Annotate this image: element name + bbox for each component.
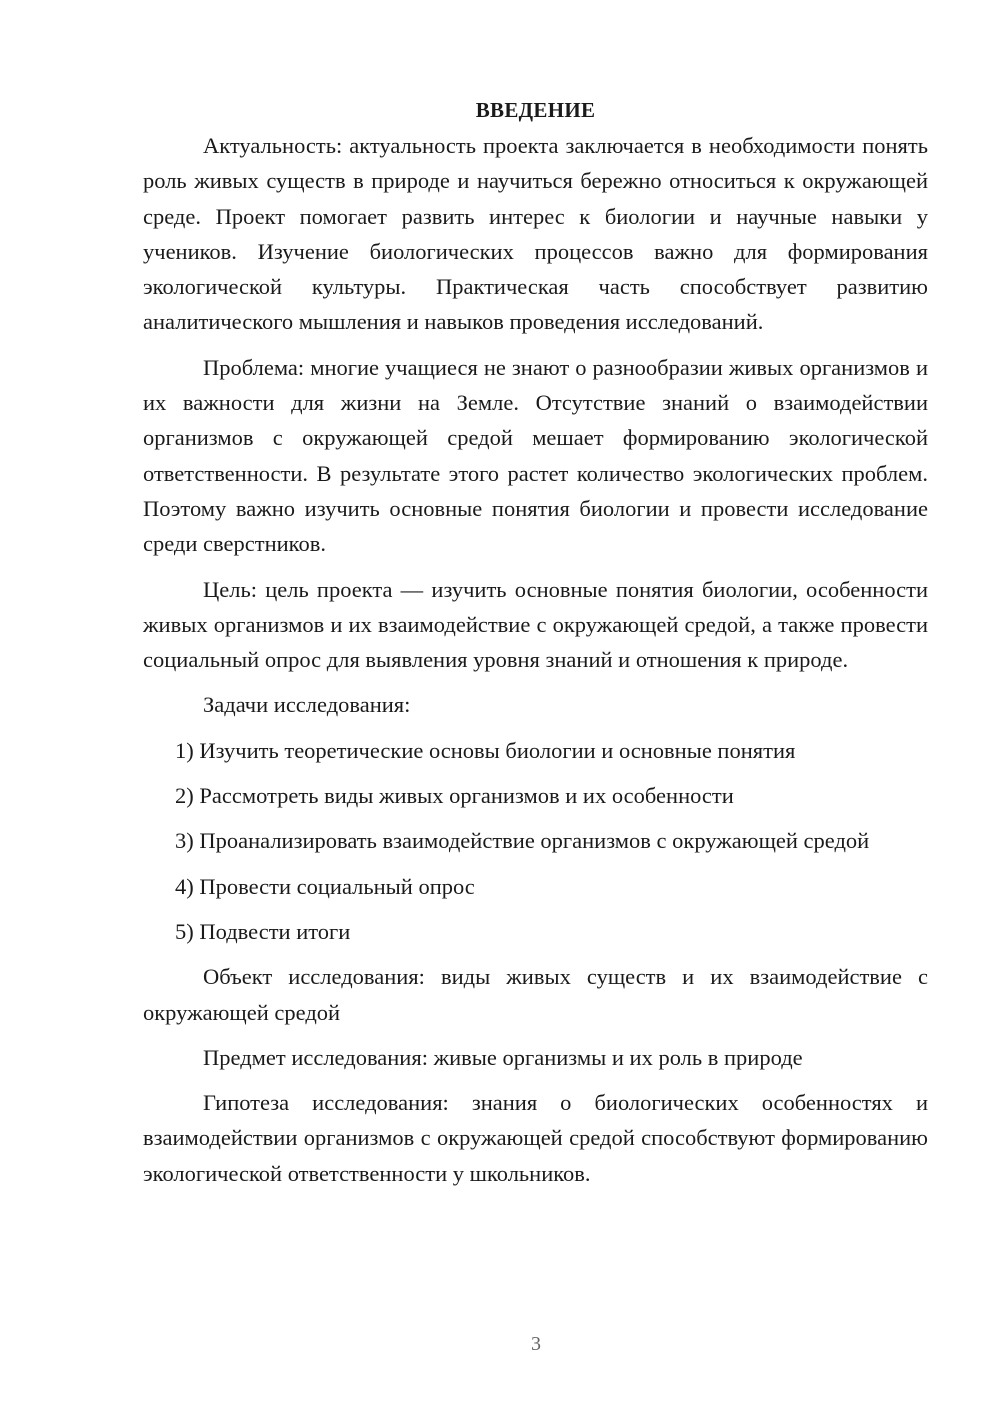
document-body <box>143 94 928 1201</box>
paragraph-subject: Предмет исследования: живые организмы и их роль в природе <box>203 1044 803 1070</box>
paragraph-hypothesis: Гипотеза исследования: знания о биологических особенностях и взаимодействии организмов с окружающей средой способствуют формированию экологической ответственности у школьников. <box>143 1090 928 1186</box>
paragraph-problem: Проблема: многие учащиеся не знают о разнообразии живых организмов и их важности для жизни на Земле. Отсутствие знаний о взаимодействии организмов с окружающей средой мешает формированию экологической ответственности. В результате этого растет количество экологических проблем. Поэтому важно изучить основные понятия биологии и провести исследование среди сверстников. <box>143 354 928 557</box>
task-item-3: 3) Проанализировать взаимодействие организмов с окружающей средой <box>175 828 870 854</box>
tasks-heading: Задачи исследования: <box>203 692 411 718</box>
paragraph-object: Объект исследования: виды живых существ и их взаимодействие с окружающей средой <box>143 964 928 1025</box>
task-item-2: 2) Рассмотреть виды живых организмов и их особенности <box>175 783 734 809</box>
page-title: ВВЕДЕНИЕ <box>475 98 596 122</box>
task-item-1: 1) Изучить теоретические основы биологии и основные понятия <box>175 737 796 763</box>
task-item-4: 4) Провести социальный опрос <box>175 873 475 899</box>
paragraph-goal: Цель: цель проекта — изучить основные понятия биологии, особенности живых организмов и их взаимодействие с окружающей средой, а также провести социальный опрос для выявления уровня знаний и отношения к природе. <box>143 576 928 673</box>
paragraph-relevance: Актуальность: актуальность проекта заключается в необходимости понять роль живых существ в природе и научиться бережно относиться к окружающей среде. Проект помогает развить интерес к биологии и научные навыки у учеников. Изучение биологических процессов важно для формирования экологической культуры. Практическая часть способствует развитию аналитического мышления и навыков проведения исследований. <box>143 133 928 335</box>
task-item-5: 5) Подвести итоги <box>175 918 351 944</box>
page-number: 3 <box>531 1333 541 1355</box>
